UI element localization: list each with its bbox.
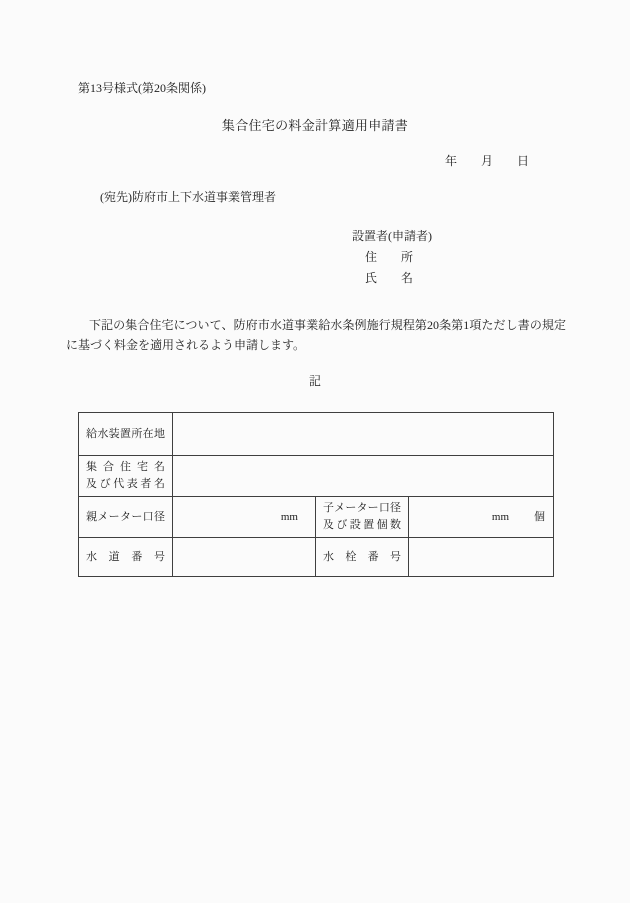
record-marker: 記 — [308, 374, 321, 388]
building-name-label-line1: 集合住宅名 — [86, 461, 165, 473]
water-supply-location-field — [173, 413, 554, 456]
faucet-number-label-cell — [316, 538, 409, 577]
row-building-name — [79, 456, 554, 497]
water-supply-location-label-cell — [79, 413, 173, 456]
building-name-label-line2: 及び代表者名 — [86, 478, 165, 490]
parent-meter-label: 親メーター口径 — [86, 510, 165, 523]
row-water-supply-location — [79, 413, 554, 456]
parent-meter-field — [173, 497, 316, 538]
applicant-heading: 設置者(申請者) — [352, 229, 432, 243]
body-paragraph: 下記の集合住宅について、防府市水道事業給水条例施行規程第20条第1項ただし書の規定に基づく料金を適用されるよう申請します。 — [66, 318, 566, 352]
applicant-address-label: 住 所 — [365, 250, 414, 264]
row-meter-diameter — [79, 497, 554, 538]
child-meter-label-line2: 及び設置個数 — [323, 519, 401, 531]
water-service-number-field — [173, 538, 316, 577]
addressee-line: (宛先)防府市上下水道事業管理者 — [100, 190, 276, 204]
water-service-number-label-cell — [79, 538, 173, 577]
row-numbers — [79, 538, 554, 577]
building-name-label-cell — [79, 456, 173, 497]
child-meter-label-cell — [316, 497, 409, 538]
child-meter-unit-mm: mm — [491, 510, 510, 523]
building-name-field — [173, 456, 554, 497]
date-line: 年 月 日 — [445, 154, 530, 168]
child-meter-unit-count: 個 — [534, 510, 546, 523]
page-title: 集合住宅の料金計算適用申請書 — [221, 118, 409, 133]
child-meter-field — [409, 497, 554, 538]
child-meter-label-line1: 子メーター口径 — [323, 502, 401, 514]
form-number: 第13号様式(第20条関係) — [78, 81, 206, 95]
water-service-number-label: 水道番号 — [86, 550, 165, 563]
parent-meter-label-cell — [79, 497, 173, 538]
faucet-number-label: 水栓番号 — [323, 550, 401, 563]
parent-meter-unit: mm — [280, 510, 298, 523]
application-table — [78, 412, 554, 577]
faucet-number-field — [409, 538, 554, 577]
water-supply-location-label: 給水装置所在地 — [86, 427, 165, 440]
applicant-name-label: 氏 名 — [365, 271, 414, 285]
